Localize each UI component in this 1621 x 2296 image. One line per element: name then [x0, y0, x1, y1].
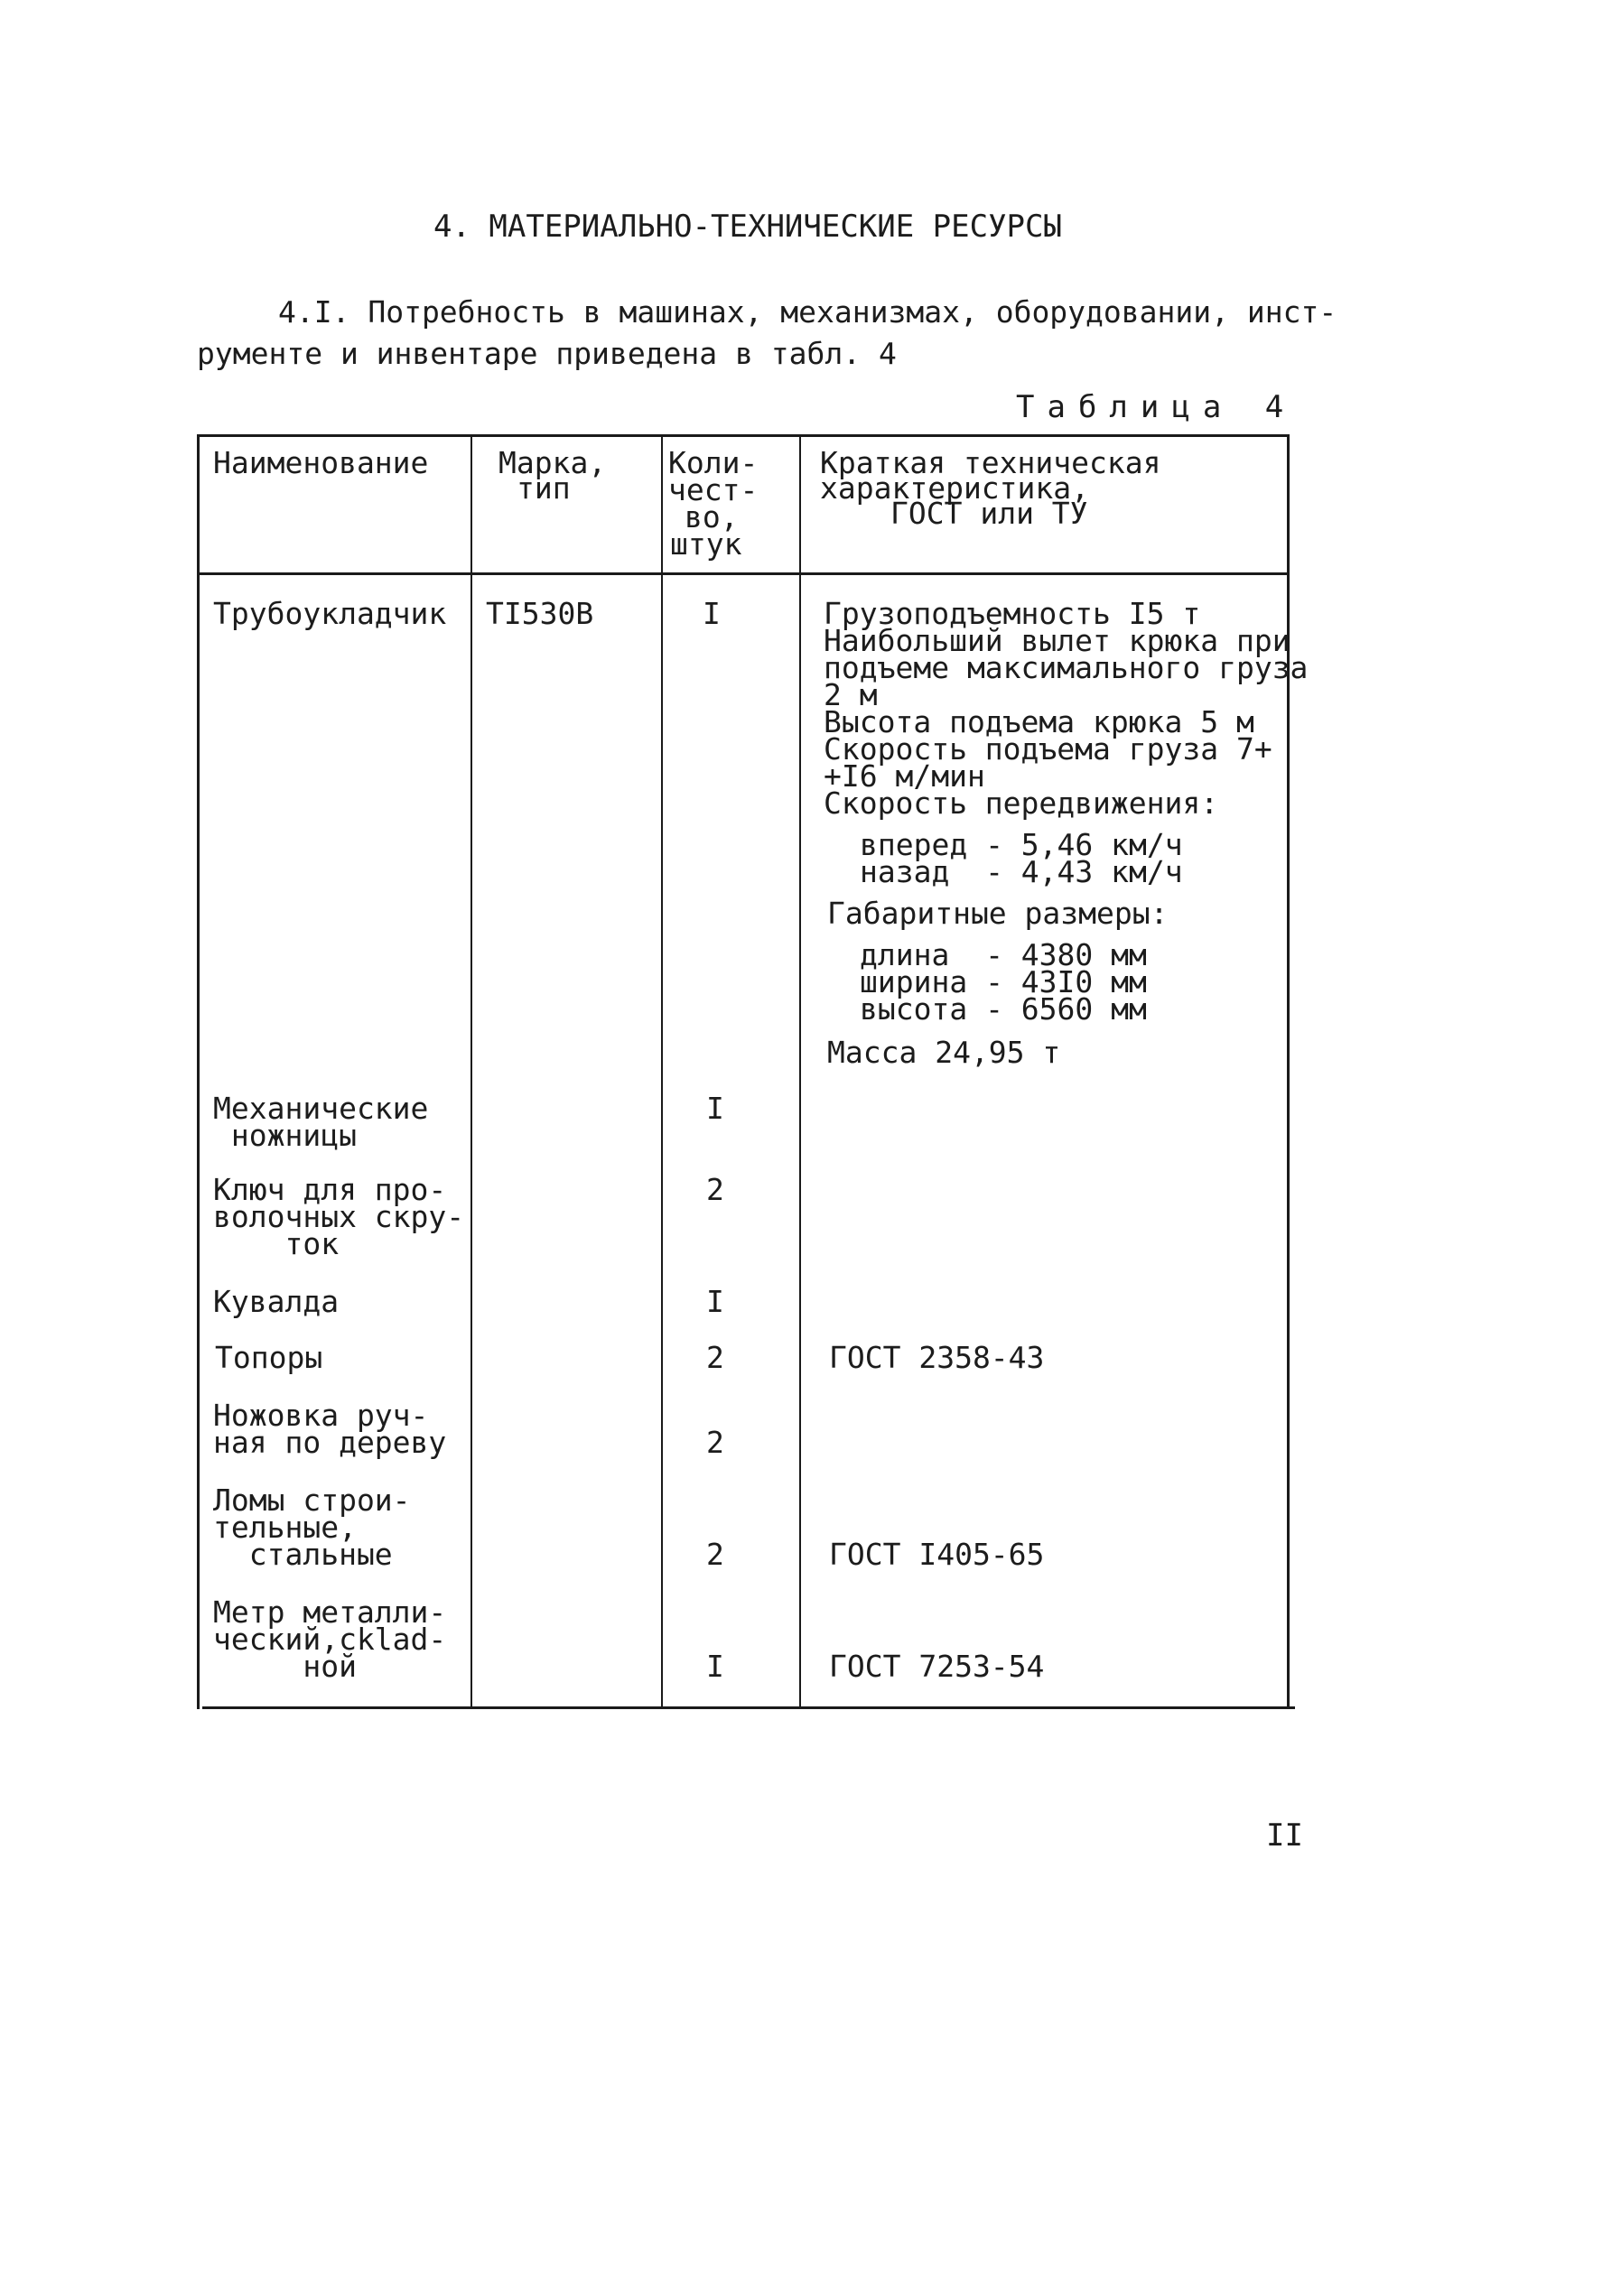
row-1-spec-line-2: Наибольший вылет крюка при — [824, 623, 1290, 658]
header-qty-line-3: во, — [685, 499, 739, 534]
row-1-spec-line-6: Скорость подъема груза 7+ — [824, 731, 1272, 767]
row-8-name-line-3: ной — [213, 1649, 357, 1684]
row-1-dims-height: высота - 6560 мм — [860, 991, 1147, 1027]
table-bottom-border — [202, 1706, 1295, 1709]
table-left-border — [197, 434, 200, 1709]
row-7-name-line-3: стальные — [213, 1537, 393, 1572]
row-4-qty: I — [706, 1284, 724, 1319]
row-7-name-line-1: Ломы строи- — [213, 1483, 411, 1518]
header-qty-line-4: штук — [670, 526, 742, 562]
row-7-qty: 2 — [706, 1537, 724, 1572]
section-heading: 4. МАТЕРИАЛЬНО-ТЕХНИЧЕСКИЕ РЕСУРСЫ — [433, 209, 1062, 245]
row-6-name-line-2: ная по дереву — [213, 1425, 447, 1460]
row-3-qty: 2 — [706, 1172, 724, 1207]
row-1-spec-line-4: 2 м — [824, 677, 878, 712]
row-6-qty: 2 — [706, 1425, 724, 1460]
table-top-border — [197, 434, 1289, 437]
row-8-name-line-2: ческий,сklad- — [213, 1622, 447, 1657]
row-3-name-line-3: ток — [213, 1226, 340, 1261]
row-1-spec-line-5: Высота подъема крюка 5 м — [824, 704, 1254, 739]
row-1-dims-label: Габаритные размеры: — [827, 896, 1169, 931]
table-col-divider-3 — [799, 434, 801, 1709]
row-1-dims-width: ширина - 43I0 мм — [860, 964, 1147, 999]
row-1-speed-forward: вперед - 5,46 км/ч — [860, 827, 1183, 862]
row-7-name-line-2: тельные, — [213, 1510, 357, 1545]
row-2-name-line-1: Механические — [213, 1091, 429, 1126]
row-6-name-line-1: Ножовка руч- — [213, 1398, 429, 1433]
paragraph-line-2: рументе и инвентаре приведена в табл. 4 — [197, 336, 897, 371]
paragraph-line-1: 4.I. Потребность в машинах, механизмах, оборудовании, инст- — [278, 294, 1337, 330]
table-header-divider — [197, 572, 1289, 575]
row-1-spec-line-8: Скорость передвижения: — [824, 785, 1219, 821]
row-1-spec-line-7: +I6 м/мин — [824, 758, 985, 794]
row-4-name: Кувалда — [213, 1284, 340, 1319]
header-mark-line-1: Марка, — [498, 445, 607, 480]
row-8-spec: ГОСТ 7253-54 — [829, 1649, 1045, 1684]
row-8-qty: I — [706, 1649, 724, 1684]
header-spec-line-1: Краткая техническая — [820, 445, 1161, 480]
row-1-mark: TI530B — [486, 596, 594, 631]
row-8-name-line-1: Метр металли- — [213, 1594, 447, 1630]
row-5-qty: 2 — [706, 1340, 724, 1375]
header-mark-line-2: тип — [517, 470, 571, 506]
table-col-divider-1 — [470, 434, 472, 1709]
row-2-name-line-2: ножницы — [213, 1118, 357, 1153]
row-1-mass: Масса 24,95 т — [827, 1035, 1061, 1070]
header-spec-line-3: ГОСТ или ТУ — [890, 496, 1088, 531]
row-1-name: Трубоукладчик — [213, 596, 447, 631]
header-name: Наименование — [213, 445, 429, 480]
row-7-spec: ГОСТ I405-65 — [829, 1537, 1045, 1572]
row-1-dims-length: длина - 4380 мм — [860, 937, 1147, 972]
row-3-name-line-2: волочных скру- — [213, 1199, 465, 1234]
row-5-name: Топоры — [215, 1340, 323, 1375]
header-qty-line-1: Коли- — [668, 445, 759, 480]
row-5-spec: ГОСТ 2358-43 — [829, 1340, 1045, 1375]
row-1-spec-line-1: Грузоподъемность I5 т — [824, 596, 1201, 631]
row-2-qty: I — [706, 1091, 724, 1126]
header-spec-line-2: характеристика, — [820, 470, 1090, 506]
header-qty-line-2: чест- — [668, 472, 759, 507]
row-3-name-line-1: Ключ для про- — [213, 1172, 447, 1207]
table-caption: Таблица 4 — [1016, 389, 1297, 425]
row-1-qty: I — [703, 596, 721, 631]
row-1-speed-back: назад - 4,43 км/ч — [860, 854, 1183, 889]
table-col-divider-2 — [661, 434, 663, 1709]
page-number: II — [1266, 1817, 1303, 1854]
row-1-spec-line-3: подъеме максимального груза — [824, 650, 1309, 685]
